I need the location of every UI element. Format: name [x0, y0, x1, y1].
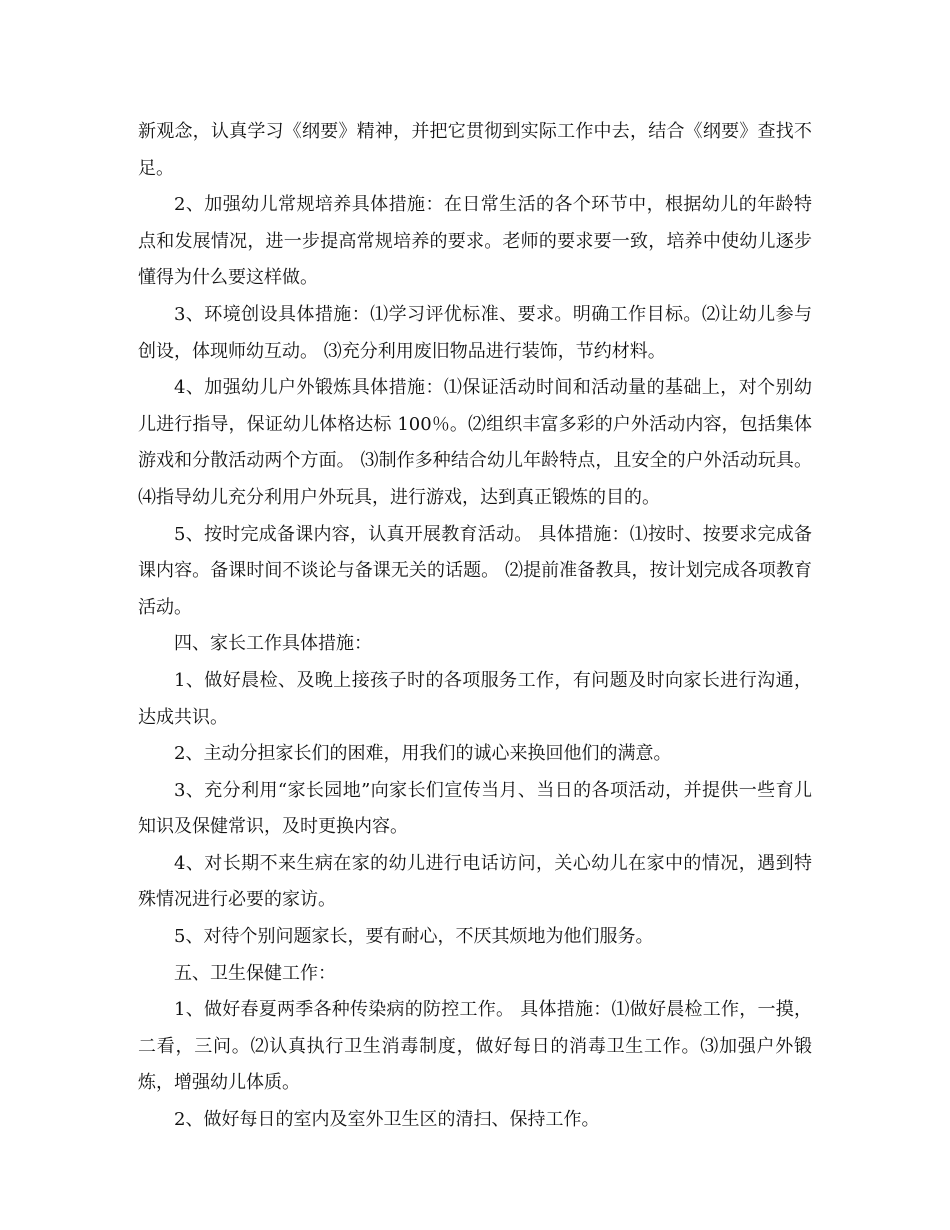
- paragraph-parents-2: 2、主动分担家长们的困难，用我们的诚心来换回他们的满意。: [174, 743, 672, 765]
- paragraph-parents-5: 5、对待个别问题家长，要有耐心，不厌其烦地为他们服务。: [174, 926, 654, 948]
- paragraph-continued: 新观念，认真学习《纲要》精神，并把它贯彻到实际工作中去，结合《纲要》查找不足。: [138, 121, 812, 179]
- paragraph-routine-training: 2、加强幼儿常规培养具体措施：在日常生活的各个环节中，根据幼儿的年龄特点和发展情况，进一步提高常规培养的要求。老师的要求要一致，培养中使幼儿逐步懂得为什么要这样做。: [138, 194, 812, 289]
- paragraph-parents-3: 3、充分利用“家长园地”向家长们宣传当月、当日的各项活动，并提供一些育儿知识及保健常识，及时更换内容。: [138, 779, 812, 838]
- paragraph-health-1: 1、做好春夏两季各种传染病的防控工作。 具体措施：⑴做好晨检工作，一摸，二看，三问。⑵认真执行卫生消毒制度，做好每日的消毒卫生工作。⑶加强户外锻炼，增强幼儿体质。: [138, 999, 812, 1094]
- paragraph-parents-4: 4、对长期不来生病在家的幼儿进行电话访问，关心幼儿在家中的情况，遇到特殊情况进行必要的家访。: [138, 852, 812, 911]
- paragraph-health-2: 2、做好每日的室内及室外卫生区的清扫、保持工作。: [174, 1109, 600, 1131]
- paragraph-lesson-prep: 5、按时完成备课内容，认真开展教育活动。 具体措施：⑴按时、按要求完成备课内容。备课时间不谈论与备课无关的话题。 ⑵提前准备教具，按计划完成各项教育活动。: [138, 523, 812, 618]
- paragraph-parents-1: 1、做好晨检、及晚上接孩子时的各项服务工作，有问题及时向家长进行沟通，达成共识。: [138, 669, 812, 728]
- paragraph-environment: 3、环境创设具体措施：⑴学习评优标准、要求。明确工作目标。⑵让幼儿参与创设，体现师幼互动。 ⑶充分利用废旧物品进行装饰，节约材料。: [138, 303, 812, 362]
- section-heading-health: 五、卫生保健工作：: [174, 962, 336, 984]
- document-body: [138, 114, 812, 1139]
- section-heading-parents: 四、家长工作具体措施：: [174, 633, 372, 655]
- paragraph-outdoor-exercise: 4、加强幼儿户外锻炼具体措施：⑴保证活动时间和活动量的基础上，对个别幼儿进行指导，保证幼儿体格达标 100％。⑵组织丰富多彩的户外活动内容，包括集体游戏和分散活动两个方面。 ⑶制作多种结合幼儿年龄特点，且安全的户外活动玩具。 ⑷指导幼儿充分利用户外玩具，进行游戏，达到真正锻炼的目的。: [138, 377, 812, 508]
